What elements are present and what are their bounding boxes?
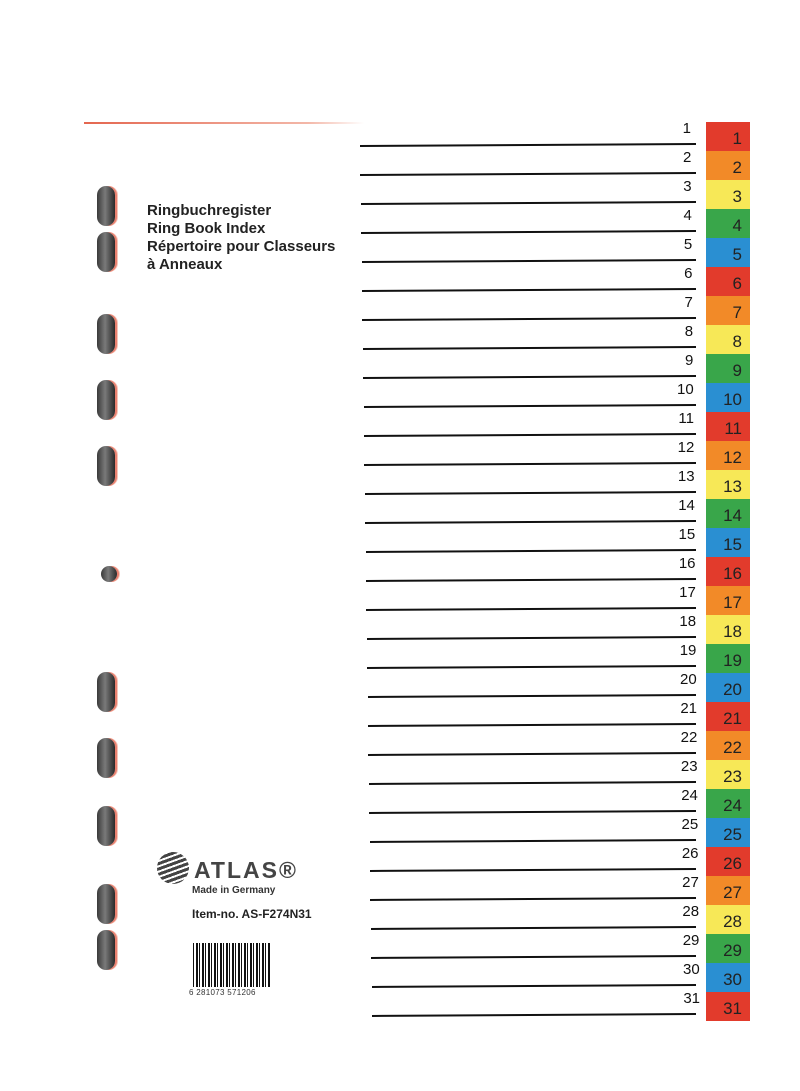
tab-label: 21 [723,709,742,728]
entry-number: 28 [682,903,700,920]
tab-label: 24 [723,796,742,815]
punch-hole [97,930,115,970]
tab-8[interactable] [706,325,750,354]
tab-label: 10 [723,390,742,409]
entry-line [361,230,696,234]
tab-7[interactable] [706,296,750,325]
tab-15[interactable] [706,528,750,557]
tab-label: 30 [723,970,742,989]
entry-line [370,868,696,872]
title-line-french-2: à Anneaux [147,256,223,273]
entry-number: 4 [683,207,692,224]
entry-number: 18 [679,613,697,630]
tab-label: 11 [724,419,742,438]
entry-number: 27 [682,874,699,891]
tab-label: 8 [732,332,742,351]
punch-hole [97,232,115,272]
entry-line [361,201,696,205]
brand-name: ATLAS® [194,857,298,883]
tab-label: 29 [723,941,742,960]
tab-label: 14 [723,506,742,525]
tab-26[interactable] [706,847,750,876]
entry-number: 12 [677,439,695,456]
tab-label: 5 [732,245,742,264]
tab-4[interactable] [706,209,750,238]
tab-label: 20 [723,680,742,699]
entry-line [364,462,696,466]
entry-number: 13 [677,468,695,485]
entry-number: 14 [678,497,695,514]
tab-label: 27 [723,883,742,902]
tab-label: 18 [723,622,742,641]
item-number: Item-no. AS-F274N31 [192,907,312,921]
atlas-logo-icon [157,852,189,884]
tab-label: 9 [732,361,742,380]
entry-line [366,578,696,582]
entry-number: 31 [683,990,700,1007]
tab-2[interactable] [706,151,750,180]
tab-12[interactable] [706,441,750,470]
entry-line [372,1013,696,1017]
entry-line [363,375,696,379]
entry-line [370,897,696,901]
punch-hole [97,884,115,924]
tab-29[interactable] [706,934,750,963]
entry-line [362,288,696,292]
punch-hole [97,314,115,354]
title-line-german: Ringbuchregister [147,202,272,219]
tab-label: 17 [723,593,742,612]
tab-10[interactable] [706,383,750,412]
entry-line [364,404,696,408]
tab-5[interactable] [706,238,750,267]
entry-number: 30 [683,961,700,978]
tab-1[interactable] [706,122,750,151]
tab-label: 22 [723,738,742,757]
entry-number: 6 [684,265,693,282]
entry-line [365,491,696,495]
entry-line [367,636,696,640]
entry-number: 24 [681,787,698,804]
punch-hole [97,806,115,846]
tab-25[interactable] [706,818,750,847]
entry-line [371,926,696,930]
tab-6[interactable] [706,267,750,296]
entry-line [366,549,696,553]
tab-label: 7 [732,303,742,322]
barcode-number: 6 281073 571206 [189,988,256,997]
tab-label: 12 [723,448,742,467]
tab-label: 19 [723,651,742,670]
entry-line [360,172,696,176]
entry-number: 23 [680,758,698,775]
punch-hole [97,186,115,226]
tab-label: 15 [723,535,742,554]
entry-number: 10 [677,381,694,398]
entry-number: 8 [684,323,694,340]
entry-line [365,520,696,524]
entry-line [367,665,696,669]
punch-hole [97,738,115,778]
entry-number: 3 [683,178,692,195]
tab-label: 26 [723,854,742,873]
product-title [147,202,335,274]
entry-number: 20 [680,671,697,688]
tab-16[interactable] [706,557,750,586]
tab-label: 16 [723,564,742,583]
tab-21[interactable] [706,702,750,731]
entry-number: 16 [678,555,696,572]
punch-hole [97,672,115,712]
entry-number: 7 [684,294,693,311]
entry-line [369,810,696,814]
tab-31[interactable] [706,992,750,1021]
tab-28[interactable] [706,905,750,934]
tab-label: 4 [732,216,742,235]
tab-19[interactable] [706,644,750,673]
tab-label: 28 [723,912,742,931]
top-rule [84,122,364,124]
title-line-french-1: Répertoire pour Classeurs [147,238,336,255]
entry-line [371,955,696,959]
tab-14[interactable] [706,499,750,528]
tab-label: 1 [732,129,742,148]
entry-line [368,694,696,698]
tab-24[interactable] [706,789,750,818]
entry-line [368,723,696,727]
punch-hole [101,566,117,582]
entry-number: 26 [681,845,699,862]
tab-label: 25 [723,825,742,844]
entry-number: 11 [678,410,694,427]
entry-line [370,839,696,843]
entry-line [372,984,696,988]
entry-number: 1 [682,120,691,137]
tab-label: 23 [723,767,742,786]
entry-line [362,317,696,321]
entry-line [360,143,696,147]
tab-label: 13 [723,477,742,496]
tab-3[interactable] [706,180,750,209]
entry-line [368,752,696,756]
tab-13[interactable] [706,470,750,499]
entry-number: 15 [678,526,696,543]
tab-18[interactable] [706,615,750,644]
tab-label: 2 [732,158,742,177]
tab-9[interactable] [706,354,750,383]
entry-number: 25 [681,816,699,833]
tab-23[interactable] [706,760,750,789]
tab-label: 3 [732,187,742,206]
barcode [193,943,271,987]
entry-line [366,607,696,611]
tab-27[interactable] [706,876,750,905]
entry-number: 17 [679,584,696,601]
entry-number: 2 [682,149,692,166]
entry-number: 5 [683,236,693,253]
tab-17[interactable] [706,586,750,615]
tab-20[interactable] [706,673,750,702]
tab-label: 31 [723,999,742,1018]
made-in-label: Made in Germany [192,885,276,896]
punch-hole [97,380,115,420]
entry-number: 9 [685,352,694,369]
tab-30[interactable] [706,963,750,992]
entry-number: 19 [679,642,697,659]
tab-11[interactable] [706,412,750,441]
punch-hole [97,446,115,486]
entry-number: 29 [682,932,700,949]
entry-line [363,346,696,350]
entry-number: 21 [680,700,697,717]
tab-22[interactable] [706,731,750,760]
entry-number: 22 [680,729,698,746]
tab-label: 6 [732,274,742,293]
entry-line [362,259,696,263]
entry-line [369,781,696,785]
title-line-english: Ring Book Index [147,220,266,237]
entry-line [364,433,696,437]
